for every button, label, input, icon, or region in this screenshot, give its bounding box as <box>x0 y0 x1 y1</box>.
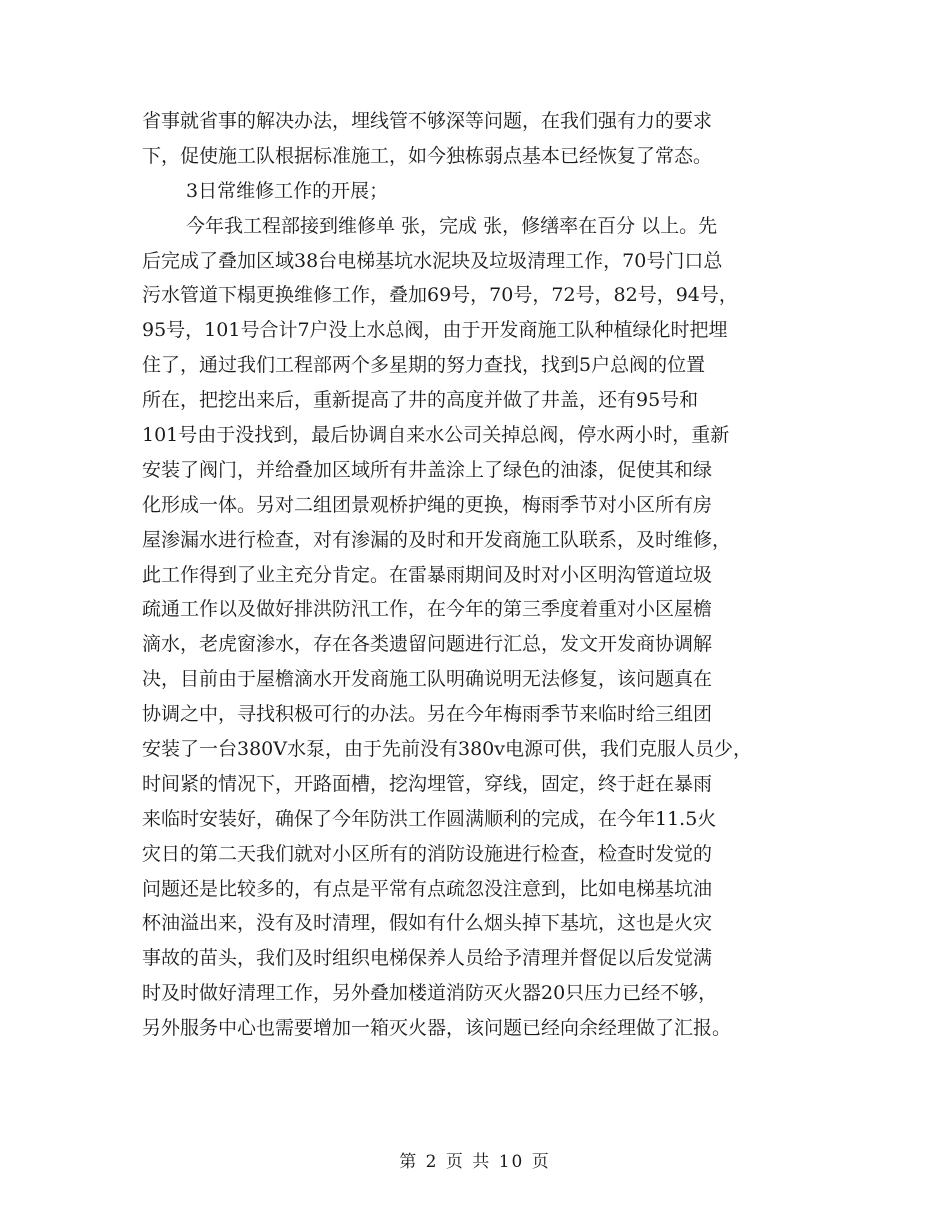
text-line: 101号由于没找到，最后协调自来水公司关掉总阀，停水两小时，重新 <box>142 424 730 447</box>
text-line: 安装了阀门，并给叠加区域所有井盖涂上了绿色的油漆，促使其和绿 <box>142 458 713 481</box>
page-number-footer: 第 2 页 共 10 页 <box>399 1152 551 1172</box>
text-line: 滴水，老虎窗渗水，存在各类遗留问题进行汇总，发文开发商协调解 <box>142 633 713 656</box>
section-heading: 3日常维修工作的开展； <box>186 179 389 202</box>
text-line: 事故的苗头，我们及时组织电梯保养人员给予清理并督促以后发觉满 <box>142 947 713 970</box>
text-line: 决，目前由于屋檐滴水开发商施工队明确说明无法修复，该问题真在 <box>142 668 713 691</box>
text-line: 所在，把挖出来后，重新提高了井的高度并做了井盖，还有95号和 <box>142 389 699 412</box>
text-line: 屋渗漏水进行检查，对有渗漏的及时和开发商施工队联系，及时维修， <box>142 528 732 551</box>
text-line: 化形成一体。另对二组团景观桥护绳的更换，梅雨季节对小区所有房 <box>142 493 713 516</box>
text-line: 95号，101号合计7户没上水总阀，由于开发商施工队种植绿化时把埋 <box>142 319 728 342</box>
text-line: 疏通工作以及做好排洪防汛工作，在今年的第三季度着重对小区屋檐 <box>142 598 713 621</box>
body-text <box>142 104 832 1046</box>
text-line: 今年我工程部接到维修单 张，完成 张，修缮率在百分 以上。先 <box>186 214 718 237</box>
text-line: 杯油溢出来，没有及时清理，假如有什么烟头掉下基坑，这也是火灾 <box>142 912 713 935</box>
text-line: 省事就省事的解决办法，埋线管不够深等问题，在我们强有力的要求 <box>142 110 713 132</box>
text-line: 问题还是比较多的，有点是平常有点疏忽没注意到，比如电梯基坑油 <box>142 877 713 900</box>
text-line: 另外服务中心也需要增加一箱灭火器，该问题已经向余经理做了汇报。 <box>142 1017 732 1040</box>
text-line: 来临时安装好，确保了今年防洪工作圆满顺利的完成，在今年11.5火 <box>142 807 717 830</box>
text-line: 住了，通过我们工程部两个多星期的努力查找，找到5户总阀的位置 <box>142 354 706 377</box>
text-line: 后完成了叠加区域38台电梯基坑水泥块及垃圾清理工作，70号门口总 <box>142 249 723 272</box>
text-line: 污水管道下榻更换维修工作，叠加69号，70号，72号，82号，94号， <box>142 284 738 307</box>
text-line: 安装了一台380V水泵，由于先前没有380v电源可供，我们克服人员少， <box>142 738 752 761</box>
text-line: 协调之中，寻找积极可行的办法。另在今年梅雨季节来临时给三组团 <box>142 703 713 726</box>
text-line: 灾日的第二天我们就对小区所有的消防设施进行检查，检查时发觉的 <box>142 842 713 865</box>
text-line: 下，促使施工队根据标准施工，如今独栋弱点基本已经恢复了常态。 <box>142 144 713 167</box>
text-line: 此工作得到了业主充分肯定。在雷暴雨期间及时对小区明沟管道垃圾 <box>142 563 713 586</box>
text-line: 时及时做好清理工作，另外叠加楼道消防灭火器20只压力已经不够， <box>142 982 718 1005</box>
text-line: 时间紧的情况下，开路面槽，挖沟埋管，穿线，固定，终于赶在暴雨 <box>142 772 713 795</box>
